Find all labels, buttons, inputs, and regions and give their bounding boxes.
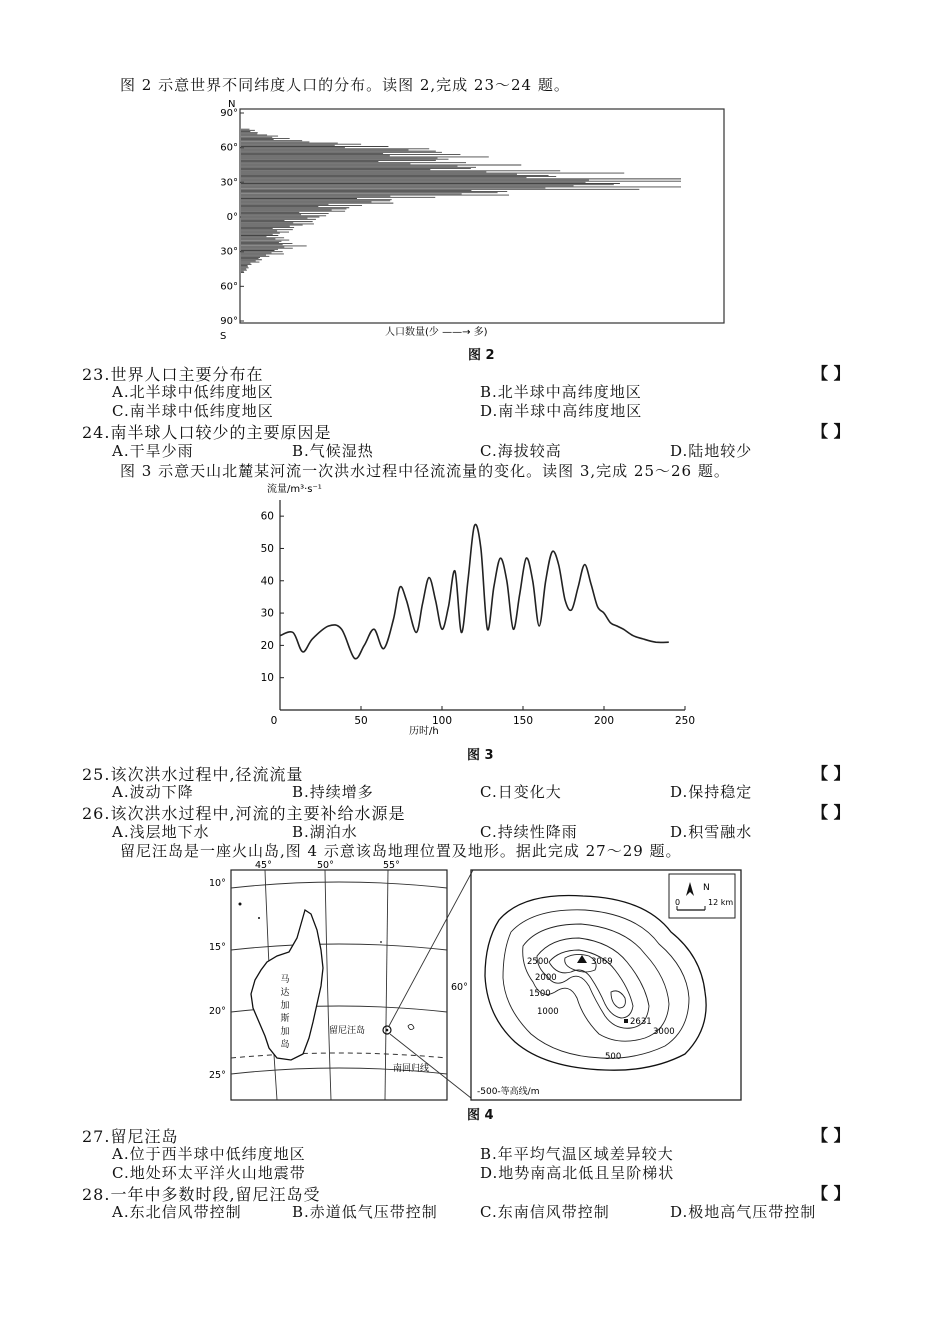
- fig3-ylabel: 流量/m³·s⁻¹: [267, 484, 322, 495]
- q28-stem: 28.一年中多数时段,留尼汪岛受: [82, 1185, 321, 1204]
- parallel-15: [231, 944, 447, 950]
- lon-45: 45°: [255, 860, 272, 871]
- svg-text:达: 达: [280, 988, 290, 998]
- terrain-inset: [471, 870, 741, 1100]
- q28-option-b[interactable]: B.赤道低气压带控制: [292, 1203, 438, 1221]
- south-label: S: [220, 331, 227, 342]
- tropic-label: 南回归线: [393, 1064, 430, 1074]
- figure-2-population-latitude: [200, 95, 740, 345]
- q24-option-b[interactable]: B.气候湿热: [292, 442, 374, 460]
- lon-60: 60°: [451, 982, 468, 993]
- fig3-xlabel: 历时/h: [409, 726, 439, 737]
- fig2-lat-label: 0°: [226, 212, 238, 223]
- meridian-55: [385, 870, 388, 1100]
- y-tick-label: 10: [260, 672, 274, 685]
- svg-text:加: 加: [280, 1001, 290, 1011]
- q26-option-d[interactable]: D.积雪融水: [670, 823, 753, 841]
- q25-option-b[interactable]: B.持续增多: [292, 783, 374, 801]
- x-tick-label: 0: [270, 715, 278, 727]
- y-tick-label: 30: [260, 607, 274, 620]
- fig2-lat-label: 60°: [220, 142, 238, 154]
- fig2-lat-label: 90°: [220, 108, 238, 119]
- peak2-elevation: 2631: [630, 1017, 652, 1027]
- q26-option-a[interactable]: A.浅层地下水: [112, 823, 210, 841]
- q27-option-a[interactable]: A.位于西半球中低纬度地区: [112, 1145, 306, 1163]
- q27-stem: 27.留尼汪岛: [82, 1127, 179, 1146]
- figure-4-reunion-map: [205, 858, 745, 1104]
- mauritius-island: [408, 1024, 414, 1029]
- q23-option-d[interactable]: D.南半球中高纬度地区: [480, 402, 643, 420]
- lon-50: 50°: [317, 860, 334, 871]
- svg-text:加: 加: [280, 1027, 290, 1037]
- y-tick-label: 50: [260, 542, 274, 555]
- lat-25: 25°: [209, 1070, 226, 1081]
- q26-answer-bracket[interactable]: 【 】: [812, 803, 850, 822]
- x-tick-label: 200: [593, 715, 615, 727]
- q24-answer-bracket[interactable]: 【 】: [812, 422, 850, 441]
- q23-answer-bracket[interactable]: 【 】: [812, 364, 850, 383]
- runoff-series-line: [280, 524, 669, 658]
- north-label: N: [228, 99, 236, 110]
- reunion-label: 留尼汪岛: [329, 1026, 366, 1036]
- fig2-xlabel: 人口数量(少 ——→ 多): [385, 327, 488, 338]
- contour-label-1500: 1500: [529, 989, 551, 999]
- meridian-50: [325, 870, 331, 1100]
- fig2-lat-label: 30°: [220, 177, 238, 189]
- q27-option-c[interactable]: C.地处环太平洋火山地震带: [112, 1164, 306, 1182]
- q25-option-c[interactable]: C.日变化大: [480, 783, 562, 801]
- y-tick-label: 20: [260, 639, 274, 652]
- svg-text:斯: 斯: [280, 1014, 290, 1024]
- q25-stem: 25.该次洪水过程中,径流流量: [82, 765, 304, 784]
- q26-option-c[interactable]: C.持续性降雨: [480, 823, 578, 841]
- fig3-intro: 图 3 示意天山北麓某河流一次洪水过程中径流流量的变化。读图 3,完成 25～26 题。: [120, 462, 730, 480]
- q23-stem: 23.世界人口主要分布在: [82, 365, 264, 384]
- peak-2631-icon: [624, 1019, 628, 1023]
- madagascar-island: [251, 910, 323, 1060]
- contour-label-2500: 2500: [527, 957, 549, 967]
- svg-text:岛: 岛: [280, 1040, 290, 1050]
- q23-option-c[interactable]: C.南半球中低纬度地区: [112, 402, 274, 420]
- contour-legend: -500-等高线/m: [477, 1087, 540, 1097]
- contour-label-1000: 1000: [537, 1007, 559, 1017]
- peak1-elevation: 3069: [591, 957, 613, 967]
- q24-stem: 24.南半球人口较少的主要原因是: [82, 423, 332, 442]
- q27-option-b[interactable]: B.年平均气温区域差异较大: [480, 1145, 674, 1163]
- q26-option-b[interactable]: B.湖泊水: [292, 823, 358, 841]
- lat-15: 15°: [209, 942, 226, 953]
- q25-option-a[interactable]: A.波动下降: [112, 783, 194, 801]
- fig2-lat-label: 60°: [220, 281, 238, 293]
- q25-option-d[interactable]: D.保持稳定: [670, 783, 753, 801]
- fig2-lat-label: 90°: [220, 316, 238, 327]
- peak-3069-icon: [577, 955, 587, 963]
- x-tick-label: 50: [354, 715, 368, 727]
- fig4-caption: 图 4: [467, 1108, 494, 1123]
- contour-label-3000: 3000: [653, 1027, 675, 1037]
- contour-label-500: 500: [605, 1052, 622, 1062]
- x-tick-label: 250: [674, 715, 696, 727]
- q25-answer-bracket[interactable]: 【 】: [812, 764, 850, 783]
- q27-option-d[interactable]: D.地势南高北低且呈阶梯状: [480, 1164, 675, 1182]
- fig4-intro: 留尼汪岛是一座火山岛,图 4 示意该岛地理位置及地形。据此完成 27～29 题。: [120, 842, 682, 860]
- y-tick-label: 60: [260, 510, 274, 523]
- x-tick-label: 150: [512, 715, 534, 727]
- location-map: [209, 860, 468, 1100]
- parallel-10: [231, 882, 447, 888]
- q28-option-d[interactable]: D.极地高气压带控制: [670, 1203, 817, 1221]
- q23-option-a[interactable]: A.北半球中低纬度地区: [112, 383, 274, 401]
- north-label-inset: N: [703, 883, 710, 893]
- q23-option-b[interactable]: B.北半球中高纬度地区: [480, 383, 642, 401]
- q24-option-a[interactable]: A.干旱少雨: [112, 442, 194, 460]
- inset-connector-top: [389, 870, 473, 1026]
- lat-10: 10°: [209, 878, 226, 889]
- contour-3000-ring: [611, 991, 625, 1008]
- population-bars: [241, 129, 681, 272]
- coastline: [485, 896, 706, 1071]
- lon-55: 55°: [383, 860, 400, 871]
- q24-option-c[interactable]: C.海拔较高: [480, 442, 562, 460]
- fig3-caption: 图 3: [467, 748, 494, 763]
- x-tick-label: 100: [431, 715, 453, 727]
- fig2-lat-label: 30°: [220, 246, 238, 258]
- contour-label-2000: 2000: [535, 973, 557, 983]
- fig2-intro: 图 2 示意世界不同纬度人口的分布。读图 2,完成 23～24 题。: [120, 76, 570, 94]
- q26-stem: 26.该次洪水过程中,河流的主要补给水源是: [82, 804, 406, 823]
- scale-length: 12 km: [708, 898, 734, 907]
- fig2-caption: 图 2: [468, 348, 495, 363]
- north-scale-box: [669, 874, 735, 918]
- scale-zero: 0: [675, 898, 681, 907]
- q28-answer-bracket[interactable]: 【 】: [812, 1184, 850, 1203]
- q28-option-a[interactable]: A.东北信风带控制: [112, 1203, 242, 1221]
- lat-20: 20°: [209, 1006, 226, 1017]
- y-tick-label: 40: [260, 575, 274, 588]
- q27-answer-bracket[interactable]: 【 】: [812, 1126, 850, 1145]
- q28-option-c[interactable]: C.东南信风带控制: [480, 1203, 610, 1221]
- q24-option-d[interactable]: D.陆地较少: [670, 442, 753, 460]
- figure-3-runoff-chart: [245, 478, 705, 744]
- svg-text:马: 马: [280, 975, 290, 985]
